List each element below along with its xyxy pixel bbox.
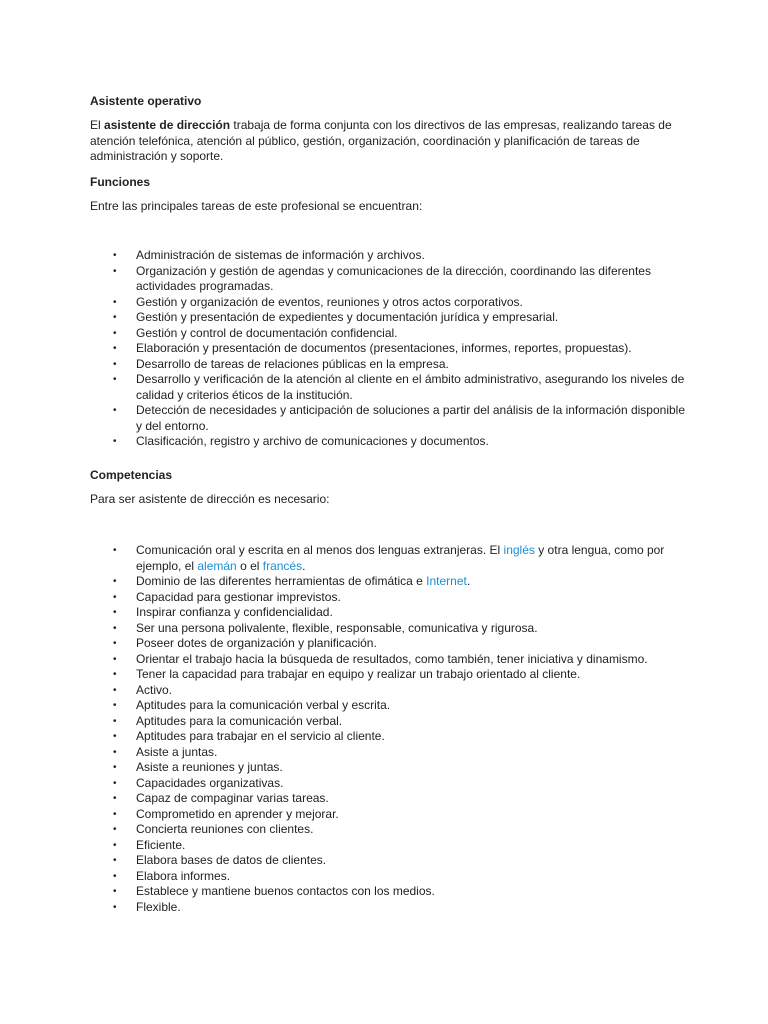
bullet-icon: • [113, 327, 117, 339]
bullet-icon: • [113, 886, 117, 897]
link-aleman[interactable]: alemán [197, 558, 237, 573]
bullet-icon: • [113, 808, 117, 820]
bullet-icon: • [113, 715, 117, 727]
list-item: • Clasificación, registro y archivo de comunicaciones y documentos. [113, 434, 489, 448]
bullet-icon: • [113, 731, 117, 742]
bullet-icon: • [113, 576, 117, 587]
competencias-heading: Competencias [90, 468, 173, 482]
list-item: • Capacidades organizativas. [113, 775, 284, 790]
link-frances[interactable]: francés [262, 558, 303, 573]
bullet-icon: • [113, 591, 117, 603]
bullet-icon: • [113, 700, 117, 711]
list-item: • Eficiente. [113, 837, 186, 852]
bullet-icon: • [113, 436, 117, 447]
list-item: • Gestión y control de documentación confidencial. [113, 325, 398, 340]
funciones-list [0, 248, 768, 450]
intro-rest: trabaja de forma conjunta con los directivos de las empresas, realizando tareas de atención telefónica, atención al público, gestión, organización, coordinación y planificación de tareas de administración y soporte. [90, 118, 672, 163]
list-item: • Establece y mantiene buenos contactos con los medios. [113, 884, 435, 898]
list-item: • Organización y gestión de agendas y comunicaciones de la dirección, coordinando las diferentes actividades programadas. [113, 263, 651, 293]
bullet-icon: • [113, 545, 117, 556]
bullet-icon: • [113, 312, 117, 323]
intro-bold-term: asistente de dirección [104, 118, 231, 132]
bullet-icon: • [113, 762, 117, 773]
list-item: • Activo. [113, 682, 173, 697]
bullet-icon: • [113, 777, 117, 789]
list-item: • Comunicación oral y escrita en al menos dos lenguas extranjeras. El inglés y otra lengua, como por ejemplo, el alemán o el francés. [113, 543, 665, 573]
bullet-icon: • [113, 296, 117, 308]
bullet-icon: • [113, 901, 117, 913]
list-item: • Desarrollo y verificación de la atención al cliente en el ámbito administrativo, asegurando los niveles de calidad y criterios éticos de la institución. [113, 372, 685, 402]
competencias-list [0, 543, 768, 915]
bullet-icon: • [113, 839, 117, 851]
list-item: • Aptitudes para la comunicación verbal. [113, 713, 343, 728]
link-internet[interactable]: Internet [426, 574, 467, 588]
funciones-intro: Entre las principales tareas de este profesional se encuentran: [90, 199, 423, 213]
bullet-icon: • [113, 653, 117, 665]
intro-paragraph [90, 118, 680, 165]
bullet-icon: • [113, 622, 117, 634]
list-item: • Administración de sistemas de información y archivos. [113, 248, 425, 262]
list-item: • Capacidad para gestionar imprevistos. [113, 589, 341, 604]
list-item: • Concierta reuniones con clientes. [113, 822, 314, 836]
bullet-icon: • [113, 358, 117, 370]
list-item: • Dominio de las diferentes herramientas de ofimática e Internet. [113, 574, 471, 588]
bullet-icon: • [113, 684, 117, 696]
bullet-icon: • [113, 870, 117, 882]
list-item: • Flexible. [113, 899, 181, 914]
bullet-icon: • [113, 824, 117, 835]
bullet-icon: • [113, 746, 117, 758]
intro-lead: El [90, 118, 105, 132]
bullet-icon: • [113, 374, 117, 385]
bullet-icon: • [113, 638, 117, 649]
link-ingles[interactable]: inglés [503, 543, 535, 557]
list-item: • Elabora bases de datos de clientes. [113, 853, 327, 867]
list-item: • Gestión y presentación de expedientes y documentación jurídica y empresarial. [113, 310, 559, 324]
list-item: • Orientar el trabajo hacia la búsqueda de resultados, como también, tener iniciativa y dinamismo. [113, 651, 648, 666]
funciones-heading: Funciones [90, 175, 151, 189]
bullet-icon: • [113, 607, 117, 618]
competencias-intro: Para ser asistente de dirección es necesario: [90, 492, 330, 506]
list-item: • Aptitudes para la comunicación verbal y escrita. [113, 698, 391, 712]
list-item: • Tener la capacidad para trabajar en equipo y realizar un trabajo orientado al cliente. [113, 667, 581, 681]
bullet-icon: • [113, 793, 117, 804]
list-item: • Aptitudes para trabajar en el servicio al cliente. [113, 729, 385, 743]
list-item: • Elabora informes. [113, 868, 231, 883]
list-item: • Comprometido en aprender y mejorar. [113, 806, 339, 821]
list-item: • Capaz de compaginar varias tareas. [113, 791, 329, 805]
page-title: Asistente operativo [90, 94, 202, 108]
list-item: • Elaboración y presentación de documentos (presentaciones, informes, reportes, propuestas). [113, 341, 632, 355]
list-item: • Ser una persona polivalente, flexible, responsable, comunicativa y rigurosa. [113, 620, 538, 635]
bullet-icon: • [113, 405, 117, 416]
list-item: • Detección de necesidades y anticipación de soluciones a partir del análisis de la información disponible y del entorno. [113, 403, 685, 433]
list-item: • Desarrollo de tareas de relaciones públicas en la empresa. [113, 356, 449, 371]
list-item: • Gestión y organización de eventos, reuniones y otros actos corporativos. [113, 294, 523, 309]
bullet-icon: • [113, 669, 117, 680]
list-item: • Poseer dotes de organización y planificación. [113, 636, 377, 650]
list-item: • Asiste a juntas. [113, 744, 218, 759]
bullet-icon: • [113, 265, 117, 277]
bullet-icon: • [113, 343, 117, 354]
bullet-icon: • [113, 855, 117, 866]
bullet-icon: • [113, 250, 117, 261]
list-item: • Inspirar confianza y confidencialidad. [113, 605, 333, 619]
list-item: • Asiste a reuniones y juntas. [113, 760, 283, 774]
